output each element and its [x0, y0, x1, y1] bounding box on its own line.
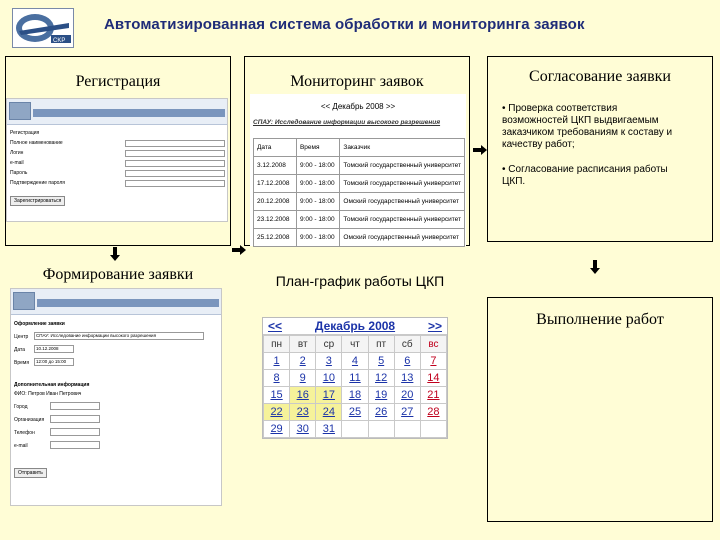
- calendar-day[interactable]: 23: [290, 404, 316, 421]
- calendar-day[interactable]: 8: [264, 370, 290, 387]
- calendar-day: [394, 421, 420, 438]
- text-field[interactable]: [50, 415, 100, 423]
- calendar-day: [368, 421, 394, 438]
- calendar-day[interactable]: 7: [420, 353, 446, 370]
- weekday-row: [264, 336, 447, 353]
- approval-bullet: • Проверка соответствия возможностей ЦКП выдвигаемым заказчиком требованиям к составу и качеству работ;: [502, 103, 673, 150]
- calendar-day[interactable]: 28: [420, 404, 446, 421]
- weekday-label: чт: [342, 336, 368, 353]
- weekday-label: ср: [316, 336, 342, 353]
- svg-text:CKP: CKP: [53, 38, 66, 44]
- calendar-day[interactable]: 21: [420, 387, 446, 404]
- calendar-day[interactable]: 24: [316, 404, 342, 421]
- table-row[interactable]: 17.12.2008 9:00 - 18:00 Томский государственный университет: [254, 175, 465, 193]
- monitoring-table: [253, 138, 465, 247]
- calendar-day[interactable]: 25: [342, 404, 368, 421]
- calendar-month[interactable]: Декабрь 2008: [314, 319, 396, 333]
- calendar-day[interactable]: 17: [316, 387, 342, 404]
- calendar-day[interactable]: 10: [316, 370, 342, 387]
- time-field[interactable]: 12:00 до 15:00: [34, 358, 74, 366]
- calendar-day[interactable]: 16: [290, 387, 316, 404]
- calendar-day[interactable]: 20: [394, 387, 420, 404]
- form-row: Полное наименование: [10, 139, 227, 149]
- table-row[interactable]: 23.12.2008 9:00 - 18:00 Томский государственный университет: [254, 211, 465, 229]
- registration-banner: [7, 99, 227, 125]
- table-row[interactable]: 20.12.2008 9:00 - 18:00 Омский государственный университет: [254, 193, 465, 211]
- weekday-label: пт: [368, 336, 394, 353]
- date-field[interactable]: 10.12.2008: [34, 345, 74, 353]
- form-section-title: Дополнительная информация: [14, 382, 90, 388]
- month-nav[interactable]: << Декабрь 2008 >>: [320, 102, 396, 111]
- text-field[interactable]: [125, 180, 225, 187]
- calendar-week: [264, 404, 447, 421]
- schedule-title: План-график работы ЦКП: [275, 273, 445, 289]
- weekday-label: сб: [394, 336, 420, 353]
- column-header: Дата: [254, 139, 297, 157]
- calendar-day[interactable]: 31: [316, 421, 342, 438]
- calendar-day[interactable]: 26: [368, 404, 394, 421]
- form-row: e-mail: [14, 440, 221, 453]
- calendar-day[interactable]: 1: [264, 353, 290, 370]
- calendar-day[interactable]: 4: [342, 353, 368, 370]
- table-row[interactable]: 25.12.2008 9:00 - 18:00 Омский государственный университет: [254, 229, 465, 247]
- form-row: Дата 10.12.2008: [14, 344, 221, 357]
- prev-month-link[interactable]: <<: [268, 319, 283, 333]
- arrow-down-icon: [590, 260, 600, 274]
- calendar-day[interactable]: 2: [290, 353, 316, 370]
- text-field[interactable]: [125, 160, 225, 167]
- calendar-day[interactable]: 19: [368, 387, 394, 404]
- form-row: ФИО: Петров Иван Петрович: [14, 391, 82, 397]
- calendar-day[interactable]: 11: [342, 370, 368, 387]
- calendar-day[interactable]: 22: [264, 404, 290, 421]
- text-field[interactable]: [125, 140, 225, 147]
- approval-heading: Согласование заявки: [529, 68, 671, 85]
- calendar-week: [264, 387, 447, 404]
- form-row: Город: [14, 401, 221, 414]
- calendar-day[interactable]: 5: [368, 353, 394, 370]
- form-row: Логин: [10, 149, 227, 159]
- form-row: Регистрация: [10, 130, 40, 136]
- next-month-link[interactable]: >>: [427, 319, 442, 333]
- calendar-day[interactable]: 9: [290, 370, 316, 387]
- form-row: Центр СПАУ: Исследование информации высокого разрешения: [14, 331, 221, 344]
- calendar-week: [264, 353, 447, 370]
- order-form-banner: [11, 289, 221, 315]
- text-field[interactable]: [50, 402, 100, 410]
- calendar-day[interactable]: 14: [420, 370, 446, 387]
- form-row: Телефон: [14, 427, 221, 440]
- weekday-label: вт: [290, 336, 316, 353]
- ckp-logo: [12, 8, 74, 48]
- calendar-day[interactable]: 12: [368, 370, 394, 387]
- calendar-header: [263, 318, 447, 335]
- order-form-screenshot: [10, 288, 222, 506]
- arrow-down-icon: [110, 247, 120, 261]
- monitoring-screenshot: [250, 94, 466, 246]
- approval-bullet: • Согласование расписания работы ЦКП.: [502, 164, 668, 187]
- calendar-day[interactable]: 29: [264, 421, 290, 438]
- calendar-grid: [263, 335, 447, 438]
- calendar-week: [264, 421, 447, 438]
- calendar-day: [420, 421, 446, 438]
- page-title: Автоматизированная система обработки и мониторинга заявок: [104, 16, 585, 33]
- center-field[interactable]: СПАУ: Исследование информации высокого разрешения: [34, 332, 204, 340]
- form-row: Пароль: [10, 169, 227, 179]
- schedule-calendar: [262, 317, 448, 439]
- weekday-label: пн: [264, 336, 290, 353]
- calendar-day[interactable]: 27: [394, 404, 420, 421]
- calendar-day: [342, 421, 368, 438]
- text-field[interactable]: [50, 428, 100, 436]
- column-header: Заказчик: [340, 139, 465, 157]
- registration-heading: Регистрация: [75, 73, 161, 90]
- calendar-day[interactable]: 30: [290, 421, 316, 438]
- arrow-right-icon: [232, 245, 246, 255]
- calendar-day[interactable]: 3: [316, 353, 342, 370]
- form-row: Время 12:00 до 15:00: [14, 357, 221, 370]
- form-section-title: Оформление заявки: [14, 321, 65, 327]
- calendar-week: [264, 370, 447, 387]
- calendar-day[interactable]: 6: [394, 353, 420, 370]
- text-field[interactable]: [125, 150, 225, 157]
- form-row: Подтверждение пароля: [10, 179, 227, 189]
- column-header: Время: [296, 139, 339, 157]
- execution-heading: Выполнение работ: [536, 311, 664, 328]
- calendar-day[interactable]: 13: [394, 370, 420, 387]
- form-row: e-mail: [10, 159, 227, 169]
- execution-panel: [487, 297, 713, 522]
- text-field[interactable]: [50, 441, 100, 449]
- calendar-day[interactable]: 15: [264, 387, 290, 404]
- calendar-day[interactable]: 18: [342, 387, 368, 404]
- monitoring-subheading: СПАУ: Исследование информации высокого разрешения: [253, 119, 441, 126]
- weekday-label: вс: [420, 336, 446, 353]
- monitoring-heading: Мониторинг заявок: [290, 73, 424, 90]
- approval-bullets: [502, 103, 678, 201]
- register-button[interactable]: Зарегистрироваться: [10, 196, 65, 206]
- table-row[interactable]: 3.12.2008 9:00 - 18:00 Томский государственный университет: [254, 157, 465, 175]
- order-form-heading: Формирование заявки: [42, 266, 194, 283]
- registration-screenshot: [6, 98, 228, 222]
- text-field[interactable]: [125, 170, 225, 177]
- form-row: Организация: [14, 414, 221, 427]
- submit-button[interactable]: Отправить: [14, 468, 47, 478]
- arrow-right-icon: [473, 145, 487, 155]
